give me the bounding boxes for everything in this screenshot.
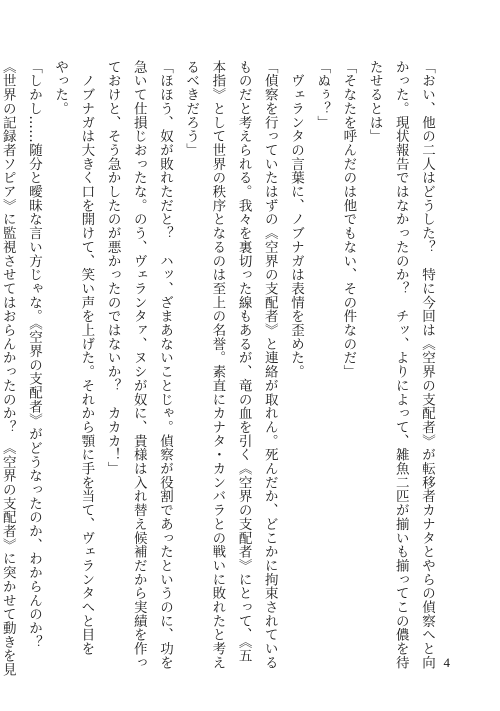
text-line: 《世界の記録者ソピア》に監視させてはおらんかったのか？ 《空界の支配者》に突かせて動きを見 [0, 60, 16, 677]
page-number: 4 [443, 655, 450, 670]
text-line: 「おい、他の二人はどうした？ 特に今回は《空界の支配者》が転移者カナタとやらの偵察へと向 [419, 60, 435, 670]
text-line: かった。現状報告ではなかったのか？ チッ、よりによって、雑魚二匹が揃いも揃ってこの儂を待 [392, 60, 409, 670]
text-line: 「ぬぅ？」 [314, 60, 331, 130]
text-line: やった。 [52, 60, 69, 116]
text-line: ヴェランタの言葉に、ノブナガは表情を歪めた。 [287, 60, 304, 379]
text-line: るべきだろう」 [183, 60, 200, 157]
text-line: ものだと考えられる。我々を裏切った線もあるが、竜の血を引く《空界の支配者》にとって、《五 [235, 60, 252, 663]
text-line: 「そなたを呼んだのは他でもない、その件なのだ」 [340, 60, 357, 379]
text-line: 「しかし……随分と曖昧な言い方じゃな。《空界の支配者》がどうなったのか、わからんのか？ [25, 60, 42, 649]
text-line: ておけと、そう急かしたのが悪かったのではないか？ カカカ！」 [104, 60, 121, 476]
text-line: 急いて仕損じおったな。のう、ヴェランタァ、ヌシが奴に、貴様は入れ替え候補だから実績を作っ [130, 60, 147, 670]
text-line: 本指》として世界の秩序となるのは至上の名誉。素直にカナタ・カンバラとの戦いに敗れたと考え [209, 60, 226, 670]
body-text [0, 60, 440, 677]
text-line: 「偵察を行っていたはずの《空界の支配者》と連絡が取れん。死んだか、どこかに拘束されている [261, 60, 278, 670]
text-line: たせるとは」 [366, 60, 383, 144]
text-line: ノブナガは大きく口を開けて、笑い声を上げた。それから顎に手を当て、ヴェランタへと目を [78, 60, 95, 656]
text-line: 「ほほう、奴が敗れただと？ ハッ、ざまあないことじゃ。偵察が役割であったというのに、功を [156, 60, 173, 670]
